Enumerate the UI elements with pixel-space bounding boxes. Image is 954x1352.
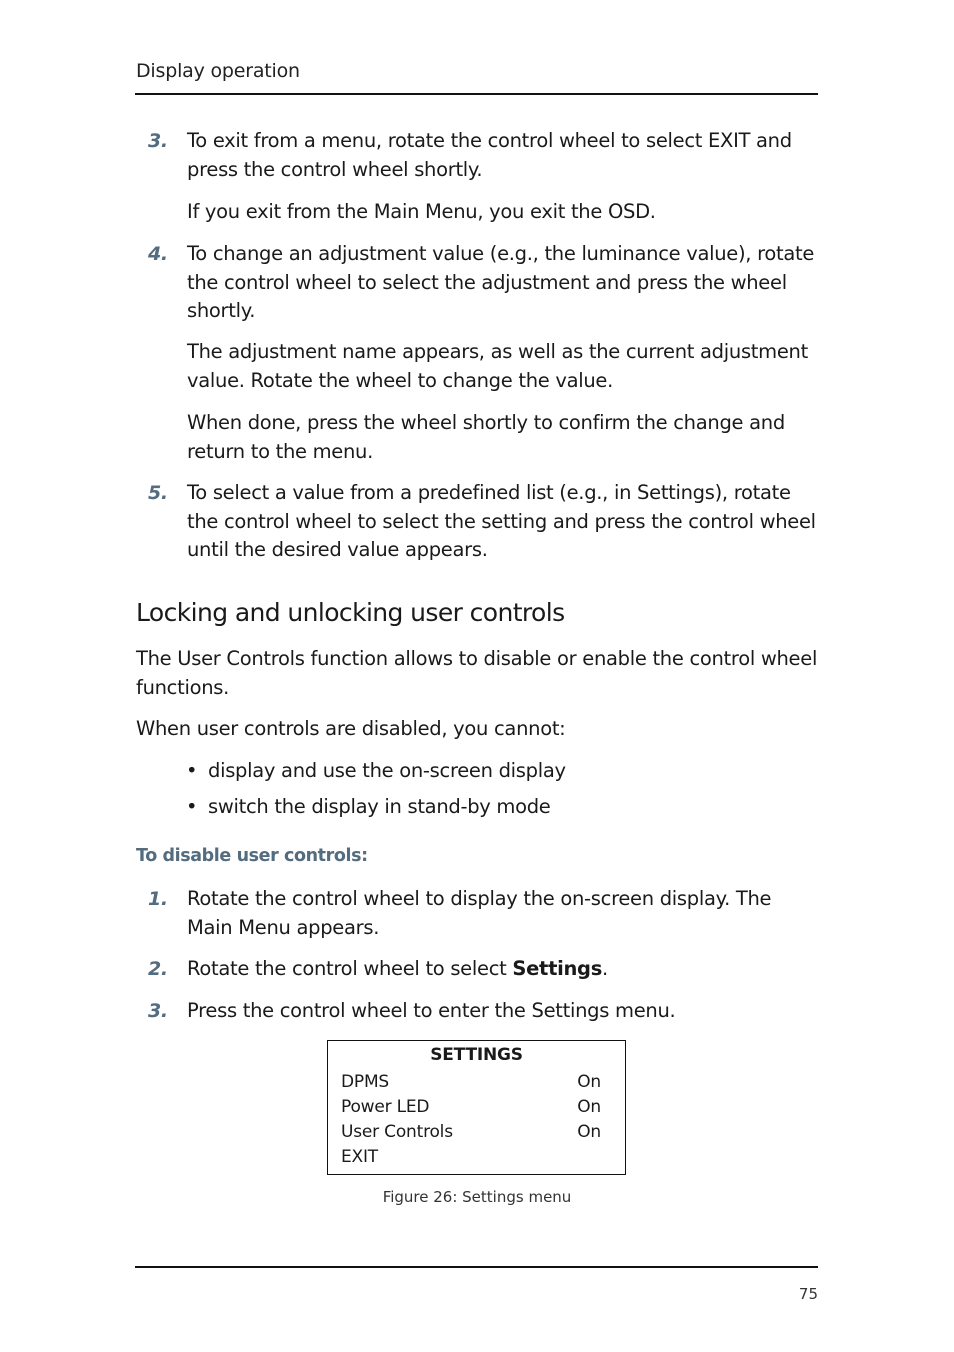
note-exit-main-menu: If you exit from the Main Menu, you exit the OSD.	[187, 200, 656, 223]
page-number: 75	[798, 1285, 818, 1303]
step-3-exit	[136, 127, 818, 184]
procedure-heading: To disable user controls:	[136, 846, 368, 866]
step-text-before: Rotate the control wheel to select	[187, 957, 513, 980]
bullet-item	[186, 757, 806, 786]
step-text-after: .	[602, 957, 608, 980]
procedure-step-1	[136, 885, 818, 942]
step-number: 3.	[148, 1000, 168, 1022]
menu-row-value: On	[577, 1097, 601, 1117]
header-rule	[135, 93, 818, 95]
menu-row-label: DPMS	[341, 1072, 390, 1092]
step-number: 3.	[148, 130, 168, 152]
step-text: Press the control wheel to enter the Settings menu.	[187, 999, 676, 1022]
step-5-select-value	[136, 479, 818, 565]
menu-row-label: EXIT	[341, 1147, 378, 1167]
bullet-item	[186, 793, 806, 822]
bullet-text: switch the display in stand-by mode	[208, 795, 551, 818]
menu-row-user-controls	[341, 1122, 601, 1147]
footer-rule	[135, 1266, 818, 1268]
menu-row-dpms	[341, 1072, 601, 1097]
menu-row-value: On	[577, 1072, 601, 1092]
step-text: To select a value from a predefined list (e.g., in Settings), rotate the control wheel to select the setting and press the control wheel until the desired value appears.	[187, 481, 816, 561]
step-number: 4.	[148, 243, 168, 265]
section-heading: Locking and unlocking user controls	[136, 598, 565, 627]
step-text	[187, 955, 818, 984]
procedure-step-2	[136, 955, 818, 984]
disabled-lead: When user controls are disabled, you cannot:	[136, 717, 566, 740]
settings-menu-figure	[327, 1040, 626, 1175]
section-intro: The User Controls function allows to disable or enable the control wheel functions.	[136, 647, 818, 699]
step-text: To exit from a menu, rotate the control wheel to select EXIT and press the control wheel shortly.	[187, 129, 792, 181]
step-4-adjust	[136, 240, 818, 326]
settings-keyword: Settings	[512, 957, 603, 980]
bullet-dot-icon: •	[186, 759, 198, 782]
step-number: 1.	[148, 888, 168, 910]
menu-row-value: On	[577, 1122, 601, 1142]
bullet-text: display and use the on-screen display	[208, 759, 566, 782]
figure-caption: Figure 26: Settings menu	[382, 1188, 572, 1206]
procedure-step-3	[136, 997, 818, 1026]
menu-row-label: User Controls	[341, 1122, 453, 1142]
note-when-done: When done, press the wheel shortly to confirm the change and return to the menu.	[187, 411, 785, 463]
settings-menu-title: SETTINGS	[430, 1045, 523, 1065]
bullet-dot-icon: •	[186, 795, 198, 818]
menu-row-exit	[341, 1147, 601, 1172]
step-text: Rotate the control wheel to display the on-screen display. The Main Menu appears.	[187, 887, 772, 939]
menu-row-label: Power LED	[341, 1097, 430, 1117]
running-header: Display operation	[136, 60, 300, 82]
menu-row-power-led	[341, 1097, 601, 1122]
note-adjustment-name: The adjustment name appears, as well as the current adjustment value. Rotate the wheel to change the value.	[187, 340, 808, 392]
step-number: 5.	[148, 482, 168, 504]
step-text: To change an adjustment value (e.g., the luminance value), rotate the control wheel to select the adjustment and press the wheel shortly.	[187, 242, 815, 322]
step-number: 2.	[148, 958, 168, 980]
